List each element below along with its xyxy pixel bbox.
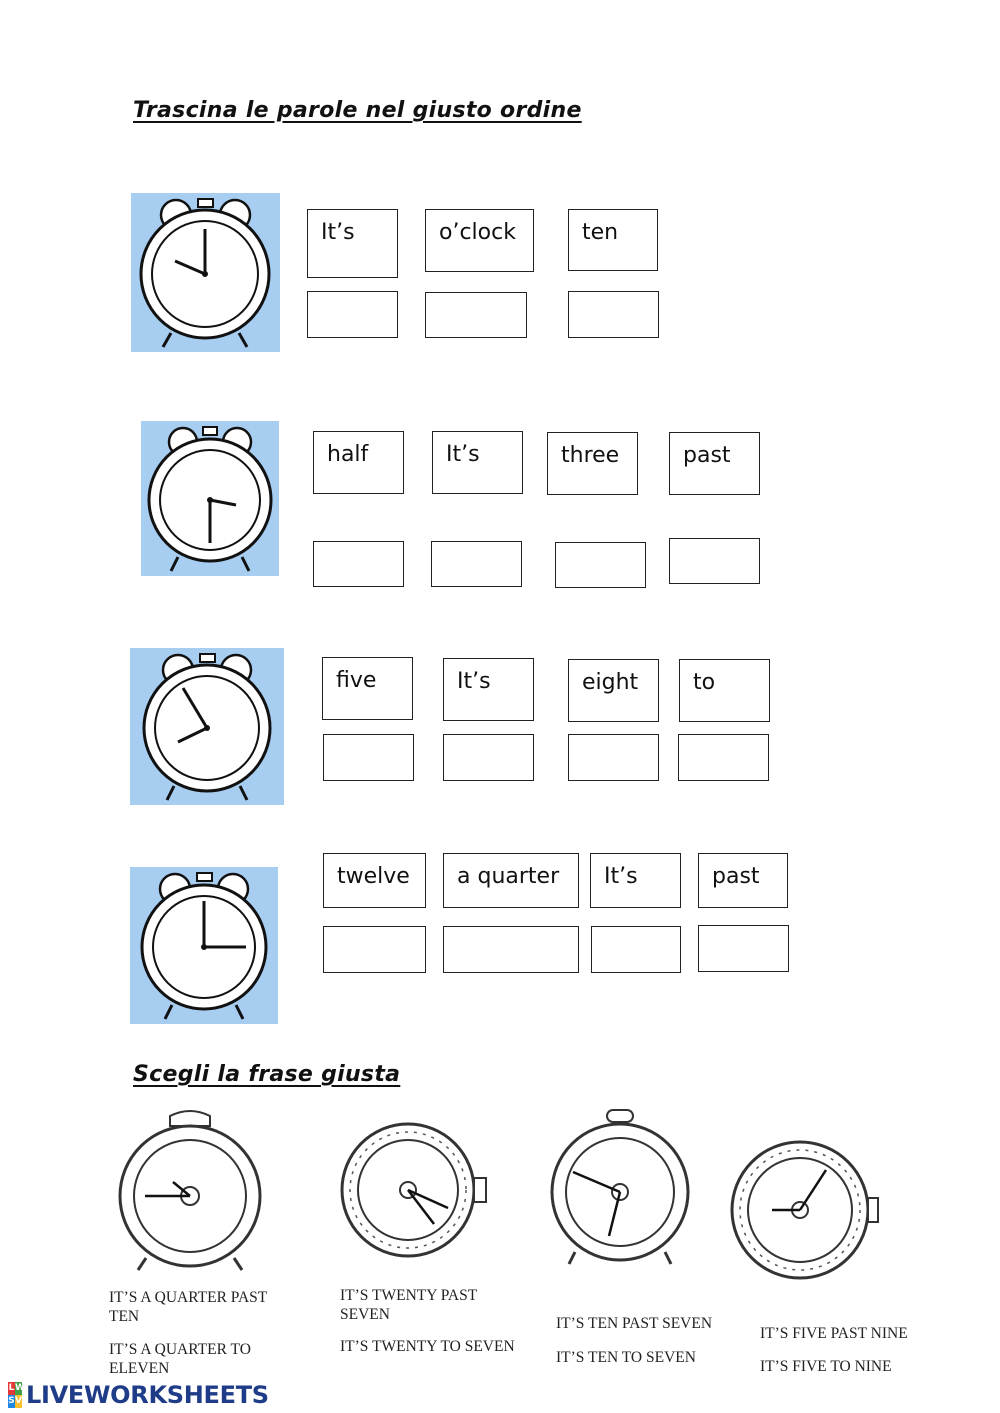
answer-drop-box[interactable] <box>568 734 659 781</box>
alarm-clock-icon <box>130 648 284 805</box>
answer-option[interactable]: IT’S TEN PAST SEVEN <box>556 1315 713 1332</box>
answer-drop-box[interactable] <box>425 292 527 338</box>
answer-drop-box[interactable] <box>443 734 534 781</box>
word-tile[interactable]: to <box>679 659 770 722</box>
answer-drop-box[interactable] <box>307 291 398 338</box>
word-tile[interactable]: o’clock <box>425 209 534 272</box>
word-tile[interactable]: past <box>669 432 760 495</box>
answer-drop-box[interactable] <box>323 734 414 781</box>
answer-option[interactable]: IT’S TEN TO SEVEN <box>556 1349 696 1366</box>
liveworksheets-logo[interactable] <box>8 1380 269 1410</box>
answer-drop-box[interactable] <box>698 925 789 972</box>
wristwatch-icon <box>730 1138 880 1282</box>
alarm-clock-icon <box>130 867 278 1024</box>
alarm-clock-icon <box>141 421 279 576</box>
answer-option[interactable]: IT’S A QUARTER TO ELEVEN <box>109 1341 251 1377</box>
answer-drop-box[interactable] <box>443 926 579 973</box>
answer-option[interactable]: IT’S FIVE TO NINE <box>760 1358 892 1375</box>
answer-drop-box[interactable] <box>568 291 659 338</box>
word-tile[interactable]: It’s <box>432 431 523 494</box>
wristwatch-icon <box>340 1120 490 1260</box>
word-tile[interactable]: ten <box>568 209 658 271</box>
logo-text: LIVEWORKSHEETS <box>26 1381 269 1409</box>
answer-option[interactable]: IT’S FIVE PAST NINE <box>760 1325 908 1342</box>
answer-drop-box[interactable] <box>313 541 404 587</box>
answer-drop-box[interactable] <box>431 541 522 587</box>
word-tile[interactable]: a quarter <box>443 853 579 908</box>
badge-letter: V <box>15 1396 22 1406</box>
logo-badge-icon <box>8 1382 25 1408</box>
answer-drop-box[interactable] <box>678 734 769 781</box>
answer-drop-box[interactable] <box>669 538 760 584</box>
badge-letter: L <box>8 1383 15 1393</box>
word-tile[interactable]: five <box>322 657 413 720</box>
heading-drag: Trascina le parole nel giusto ordine <box>133 98 582 123</box>
answer-option[interactable]: IT’S A QUARTER PAST TEN <box>109 1289 267 1325</box>
badge-letter: W <box>15 1383 25 1393</box>
alarm-clock-outline-icon <box>110 1108 270 1278</box>
answer-drop-box[interactable] <box>555 542 646 588</box>
word-tile[interactable]: past <box>698 853 788 908</box>
word-tile[interactable]: twelve <box>323 853 426 908</box>
alarm-clock-outline-icon <box>545 1108 695 1268</box>
badge-letter: S <box>8 1396 15 1406</box>
alarm-clock-icon <box>131 193 280 352</box>
answer-option[interactable]: IT’S TWENTY TO SEVEN <box>340 1338 515 1355</box>
heading-choose: Scegli la frase giusta <box>133 1062 401 1087</box>
answer-drop-box[interactable] <box>323 926 426 973</box>
answer-drop-box[interactable] <box>591 926 681 973</box>
word-tile[interactable]: It’s <box>307 209 398 278</box>
answer-option[interactable]: IT’S TWENTY PAST SEVEN <box>340 1287 477 1323</box>
word-tile[interactable]: It’s <box>443 658 534 721</box>
word-tile[interactable]: half <box>313 431 404 494</box>
word-tile[interactable]: eight <box>568 659 659 722</box>
word-tile[interactable]: three <box>547 432 638 495</box>
word-tile[interactable]: It’s <box>590 853 681 908</box>
